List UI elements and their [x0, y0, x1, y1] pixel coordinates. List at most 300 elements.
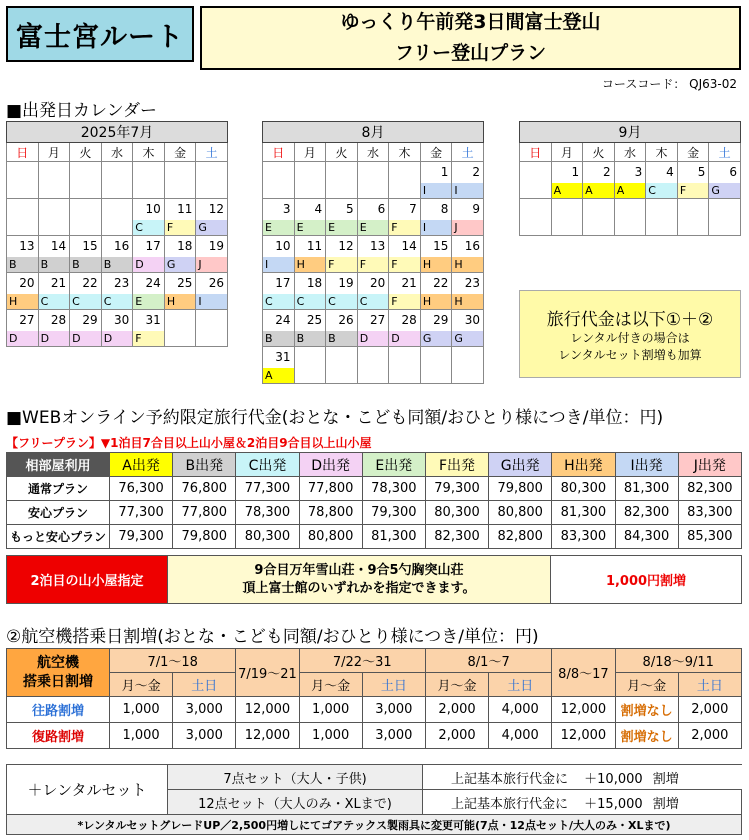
day-number: 4	[666, 165, 674, 179]
calendar-day[interactable]	[70, 310, 102, 347]
day-number: 22	[82, 276, 98, 290]
calendar-day[interactable]	[420, 236, 452, 273]
departure-code: B	[39, 257, 70, 272]
calendar-day[interactable]	[614, 162, 646, 199]
calendar-day[interactable]	[263, 310, 295, 347]
calendar-day[interactable]	[101, 273, 133, 310]
weekday-header: 火	[326, 143, 358, 162]
calendar-day[interactable]	[551, 162, 583, 199]
calendar-empty-cell	[452, 347, 484, 384]
hut-option-table	[6, 555, 742, 604]
departure-code: A	[583, 183, 614, 198]
departure-code: D	[7, 331, 38, 346]
weekday-header: 金	[677, 143, 709, 162]
flight-label-line2: 搭乗日割増	[23, 673, 93, 690]
price-column-header: D出発	[299, 453, 362, 477]
departure-code: F	[133, 331, 164, 346]
calendar-day[interactable]	[263, 199, 295, 236]
calendar-day[interactable]	[709, 162, 741, 199]
rental-item-12-desc-text: 上記基本旅行代金に	[451, 796, 569, 812]
calendar-empty-cell	[101, 162, 133, 199]
flight-label	[7, 649, 110, 697]
day-number: 17	[145, 239, 161, 253]
calendar-day[interactable]	[133, 273, 165, 310]
flight-period: 8/18～9/11	[615, 649, 742, 673]
day-number: 30	[113, 313, 130, 327]
departure-code: G	[452, 331, 483, 346]
departure-code: F	[358, 257, 389, 272]
price-cell: 80,300	[425, 501, 488, 525]
departure-code: D	[39, 331, 70, 346]
calendar-empty-cell	[38, 162, 70, 199]
flight-cell: 4,000	[489, 723, 552, 749]
departure-code: B	[295, 331, 326, 346]
price-column-header: B出発	[173, 453, 236, 477]
price-cell: 78,300	[362, 477, 425, 501]
price-row-label: 通常プラン	[7, 477, 110, 501]
flight-period: 7/19～21	[236, 649, 299, 697]
day-number: 21	[401, 276, 417, 290]
rental-item-12-amount: ＋15,000	[584, 796, 643, 812]
price-cell: 79,800	[173, 525, 236, 549]
calendar-day[interactable]	[196, 236, 228, 273]
day-number: 29	[82, 313, 98, 327]
departure-code: G	[196, 220, 227, 235]
rental-item-7-amount: ＋10,000	[584, 771, 643, 787]
departure-code: E	[358, 220, 389, 235]
price-section-title: ■WEBオンライン予約限定旅行代金(おとな・こども同額/おひとり様につき/単位：円)	[6, 408, 664, 428]
day-number: 26	[338, 313, 354, 327]
calendar-empty-cell	[196, 310, 228, 347]
weekday-header: 金	[164, 143, 196, 162]
calendar-empty-cell	[357, 347, 389, 384]
calendar-empty-cell	[326, 162, 358, 199]
plan-note: 【フリープラン】▼1泊目7合目以上山小屋＆2泊目9合目以上山小屋	[6, 436, 372, 450]
day-number: 31	[145, 313, 161, 327]
calendar-day[interactable]	[452, 162, 484, 199]
calendar-day[interactable]	[196, 199, 228, 236]
flight-cell: 12,000	[552, 697, 615, 723]
price-cell: 79,300	[110, 525, 173, 549]
day-number: 19	[338, 276, 354, 290]
calendar-day[interactable]	[326, 199, 358, 236]
calendar-empty-cell	[164, 310, 196, 347]
day-number: 7	[409, 202, 417, 216]
day-number: 30	[464, 313, 480, 327]
weekday-header: 月	[294, 143, 326, 162]
day-number: 21	[50, 276, 67, 290]
flight-cell: 12,000	[236, 697, 299, 723]
calendar-empty-cell	[709, 199, 741, 236]
day-number: 6	[729, 165, 737, 179]
calendar-empty-cell	[326, 347, 358, 384]
weekday-header: 日	[263, 143, 295, 162]
departure-code: B	[7, 257, 38, 272]
departure-code: E	[133, 294, 164, 309]
departure-code: H	[7, 294, 38, 309]
calendar-empty-cell	[164, 162, 196, 199]
departure-code: C	[70, 294, 101, 309]
tour-title	[200, 6, 741, 70]
flight-label-line1: 航空機	[37, 654, 79, 671]
departure-code: I	[421, 183, 452, 198]
calendar-day[interactable]	[7, 310, 39, 347]
flight-cell: 2,000	[678, 723, 741, 749]
calendar-month-name: 8月	[263, 122, 484, 143]
calendar-day[interactable]	[420, 310, 452, 347]
calendar-empty-cell	[70, 162, 102, 199]
departure-code: I	[196, 294, 227, 309]
price-column-header: H出発	[552, 453, 615, 477]
calendar-empty-cell	[70, 199, 102, 236]
calendar-empty-cell	[7, 199, 39, 236]
calendar-day[interactable]	[38, 273, 70, 310]
day-number: 14	[50, 239, 67, 253]
fee-info-box	[519, 290, 741, 378]
calendar-day[interactable]	[389, 273, 421, 310]
departure-code: H	[421, 257, 452, 272]
flight-cell: 1,000	[110, 723, 173, 749]
price-cell: 80,800	[489, 501, 552, 525]
rental-label: ＋レンタルセット	[7, 765, 168, 815]
calendar-day[interactable]	[357, 273, 389, 310]
price-row-label: 安心プラン	[7, 501, 110, 525]
day-number: 15	[82, 239, 98, 253]
departure-code: I	[452, 183, 483, 198]
day-number: 2	[472, 165, 480, 179]
flight-cell: 割増なし	[615, 723, 678, 749]
departure-code: D	[133, 257, 164, 272]
flight-row-label: 復路割増	[7, 723, 110, 749]
price-cell: 77,800	[299, 477, 362, 501]
calendar-day[interactable]	[7, 236, 39, 273]
calendar-day[interactable]	[389, 310, 421, 347]
day-number: 17	[275, 276, 291, 290]
price-column-header: A出発	[110, 453, 173, 477]
calendar-day[interactable]	[357, 199, 389, 236]
flight-cell: 4,000	[489, 697, 552, 723]
weekday-header: 木	[389, 143, 421, 162]
flight-row-label: 往路割増	[7, 697, 110, 723]
calendar-day[interactable]	[294, 199, 326, 236]
flight-cell: 3,000	[362, 723, 425, 749]
calendar-day[interactable]	[133, 236, 165, 273]
price-cell: 80,300	[552, 477, 615, 501]
flight-cell: 2,000	[425, 723, 488, 749]
departure-code: H	[452, 257, 483, 272]
price-cell: 79,300	[425, 477, 488, 501]
rental-item-7-desc-text: 上記基本旅行代金に	[451, 771, 569, 787]
calendar-day[interactable]	[101, 236, 133, 273]
day-number: 24	[145, 276, 161, 290]
weekday-header: 土	[709, 143, 741, 162]
price-cell: 85,300	[678, 525, 741, 549]
rental-item-7-name: 7点セット（大人・子供)	[168, 765, 423, 790]
rental-item-12-unit: 割増	[652, 796, 679, 812]
weekday-subheader: 月～金	[425, 673, 488, 697]
weekday-header: 土	[452, 143, 484, 162]
tour-title-line1: ゆっくり午前発3日間富士登山	[340, 11, 601, 33]
weekday-header: 月	[551, 143, 583, 162]
price-cell: 77,300	[236, 477, 299, 501]
calendar-day[interactable]	[326, 273, 358, 310]
calendar-month-1	[6, 121, 228, 347]
calendar-section-title: ■出発日カレンダー	[6, 101, 157, 121]
price-cell: 83,300	[678, 501, 741, 525]
calendar-day[interactable]	[196, 273, 228, 310]
day-number: 27	[19, 313, 35, 327]
calendar-day[interactable]	[133, 310, 165, 347]
departure-code: C	[133, 220, 164, 235]
day-number: 31	[275, 350, 291, 364]
calendar-day[interactable]	[263, 236, 295, 273]
day-number: 5	[346, 202, 354, 216]
price-cell: 82,800	[489, 525, 552, 549]
weekday-header: 木	[133, 143, 165, 162]
calendar-empty-cell	[101, 199, 133, 236]
route-title: 富士宮ルート	[6, 6, 194, 62]
price-cell: 77,300	[110, 501, 173, 525]
departure-code: F	[678, 183, 709, 198]
fee-info-line3: レンタルセット割増も加算	[558, 348, 702, 362]
price-cell: 76,300	[110, 477, 173, 501]
price-cell: 78,300	[236, 501, 299, 525]
calendar-empty-cell	[551, 199, 583, 236]
flight-cell: 3,000	[362, 697, 425, 723]
calendar-day[interactable]	[164, 236, 196, 273]
price-row-label: もっと安心プラン	[7, 525, 110, 549]
hut-option-desc-line2: 頂上富士館のいずれかを指定できます。	[242, 580, 476, 596]
departure-code: F	[165, 220, 196, 235]
flight-period: 8/8～17	[552, 649, 615, 697]
departure-code: D	[358, 331, 389, 346]
departure-code: D	[102, 331, 133, 346]
weekday-header: 水	[614, 143, 646, 162]
price-table	[6, 452, 742, 549]
rental-item-7-unit: 割増	[652, 771, 679, 787]
day-number: 2	[603, 165, 611, 179]
price-column-header: F出発	[425, 453, 488, 477]
day-number: 29	[433, 313, 449, 327]
calendar-day[interactable]	[164, 199, 196, 236]
rental-footnote: *レンタルセットグレードUP／2,500円増しにてゴアテックス製雨具に変更可能(7点・12点セット/大人のみ・XLまで)	[7, 815, 742, 835]
calendar-empty-cell	[389, 347, 421, 384]
rental-item-12-name: 12点セット（大人のみ・XLまで)	[168, 790, 423, 815]
price-cell: 83,300	[552, 525, 615, 549]
weekend-subheader: 土日	[489, 673, 552, 697]
flight-cell: 12,000	[236, 723, 299, 749]
day-number: 1	[440, 165, 449, 179]
flight-cell: 割増なし	[615, 697, 678, 723]
day-number: 11	[177, 202, 193, 216]
calendar-empty-cell	[520, 162, 552, 199]
departure-code: F	[389, 294, 420, 309]
calendar-day[interactable]	[326, 236, 358, 273]
day-number: 14	[401, 239, 417, 253]
calendar-day[interactable]	[70, 236, 102, 273]
departure-code: B	[102, 257, 133, 272]
departure-code: C	[263, 294, 294, 309]
day-number: 15	[433, 239, 449, 253]
flight-cell: 12,000	[552, 723, 615, 749]
day-number: 22	[433, 276, 449, 290]
price-cell: 79,300	[362, 501, 425, 525]
calendar-day[interactable]	[357, 310, 389, 347]
price-cell: 77,800	[173, 501, 236, 525]
calendar-empty-cell	[38, 199, 70, 236]
weekday-subheader: 月～金	[110, 673, 173, 697]
departure-code: J	[196, 257, 227, 272]
day-number: 24	[275, 313, 291, 327]
calendar-day[interactable]	[452, 199, 484, 236]
calendar-day[interactable]	[294, 310, 326, 347]
flight-period: 7/22～31	[299, 649, 425, 673]
calendar-day[interactable]	[70, 273, 102, 310]
day-number: 5	[697, 165, 706, 179]
calendar-day[interactable]	[38, 310, 70, 347]
departure-code: I	[421, 220, 452, 235]
calendar-day[interactable]	[7, 273, 39, 310]
day-number: 23	[113, 276, 130, 290]
calendar-day[interactable]	[420, 199, 452, 236]
calendar-empty-cell	[614, 199, 646, 236]
flight-cell: 2,000	[425, 697, 488, 723]
day-number: 3	[282, 202, 291, 216]
weekend-subheader: 土日	[173, 673, 236, 697]
fee-info-line1: 旅行代金は以下①＋②	[546, 310, 714, 330]
day-number: 18	[177, 239, 193, 253]
price-cell: 82,300	[678, 477, 741, 501]
flight-cell: 1,000	[110, 697, 173, 723]
calendar-day[interactable]	[452, 236, 484, 273]
departure-code: G	[165, 257, 196, 272]
weekday-header: 火	[583, 143, 615, 162]
calendar-empty-cell	[294, 347, 326, 384]
day-number: 3	[634, 165, 643, 179]
day-number: 10	[145, 202, 161, 216]
departure-code: C	[358, 294, 389, 309]
departure-code: H	[421, 294, 452, 309]
departure-code: F	[389, 220, 420, 235]
departure-code: A	[552, 183, 583, 198]
calendar-day[interactable]	[38, 236, 70, 273]
departure-code: D	[70, 331, 101, 346]
departure-code: F	[389, 257, 420, 272]
calendar-month-name: 2025年7月	[7, 122, 228, 143]
departure-code: A	[263, 368, 294, 383]
price-column-header: E出発	[362, 453, 425, 477]
day-number: 12	[338, 239, 354, 253]
calendar-day[interactable]	[263, 273, 295, 310]
departure-code: B	[326, 331, 357, 346]
departure-code: E	[263, 220, 294, 235]
weekday-header: 木	[646, 143, 678, 162]
departure-code: I	[263, 257, 294, 272]
departure-code: H	[295, 257, 326, 272]
day-number: 26	[208, 276, 224, 290]
day-number: 16	[464, 239, 480, 253]
day-number: 20	[369, 276, 386, 290]
calendar-empty-cell	[583, 199, 615, 236]
calendar-month-name: 9月	[520, 122, 741, 143]
hut-option-surcharge: 1,000円割増	[551, 556, 742, 604]
calendar-month-3	[519, 121, 741, 236]
calendar-day[interactable]	[389, 236, 421, 273]
day-number: 11	[306, 239, 323, 253]
calendar-day[interactable]	[452, 310, 484, 347]
calendar-empty-cell	[294, 162, 326, 199]
day-number: 27	[369, 313, 386, 327]
calendar-day[interactable]	[677, 162, 709, 199]
day-number: 28	[50, 313, 67, 327]
calendar-day[interactable]	[294, 273, 326, 310]
departure-code: J	[452, 220, 483, 235]
calendar-month-2	[262, 121, 484, 384]
day-number: 28	[401, 313, 417, 327]
calendar-empty-cell	[263, 162, 295, 199]
weekday-header: 日	[520, 143, 552, 162]
calendar-day[interactable]	[164, 273, 196, 310]
departure-code: B	[70, 257, 101, 272]
calendar-day[interactable]	[583, 162, 615, 199]
tour-title-line2: フリー登山プラン	[394, 42, 547, 64]
departure-code: A	[615, 183, 646, 198]
price-column-header: C出発	[236, 453, 299, 477]
calendar-day[interactable]	[326, 310, 358, 347]
calendar-empty-cell	[196, 162, 228, 199]
calendar-day[interactable]	[357, 236, 389, 273]
departure-code: C	[295, 294, 326, 309]
calendar-day[interactable]	[420, 162, 452, 199]
calendar-day[interactable]	[452, 273, 484, 310]
price-cell: 81,300	[552, 501, 615, 525]
departure-code: H	[452, 294, 483, 309]
calendar-empty-cell	[520, 199, 552, 236]
departure-code: G	[421, 331, 452, 346]
day-number: 6	[377, 202, 386, 216]
weekday-subheader: 月～金	[299, 673, 362, 697]
calendar-day[interactable]	[263, 347, 295, 384]
departure-code: D	[389, 331, 420, 346]
calendar-day[interactable]	[101, 310, 133, 347]
flight-cell: 1,000	[299, 723, 362, 749]
price-column-header: I出発	[615, 453, 678, 477]
weekday-header: 土	[196, 143, 228, 162]
departure-code: E	[326, 220, 357, 235]
day-number: 10	[275, 239, 291, 253]
weekday-header: 金	[420, 143, 452, 162]
course-code: コースコード： QJ63-02	[601, 77, 737, 91]
rental-item-12-desc	[423, 790, 742, 815]
price-cell: 80,800	[299, 525, 362, 549]
day-number: 13	[19, 239, 35, 253]
price-column-header: G出発	[489, 453, 552, 477]
flight-cell: 3,000	[173, 697, 236, 723]
calendar-day[interactable]	[646, 162, 678, 199]
calendar-day[interactable]	[294, 236, 326, 273]
calendar-day[interactable]	[420, 273, 452, 310]
calendar-empty-cell	[133, 162, 165, 199]
calendar-day[interactable]	[133, 199, 165, 236]
price-cell: 82,300	[425, 525, 488, 549]
fee-info-line2: レンタル付きの場合は	[570, 331, 690, 345]
flight-cell: 2,000	[678, 697, 741, 723]
departure-code: E	[295, 220, 326, 235]
flight-cell: 1,000	[299, 697, 362, 723]
calendar-empty-cell	[357, 162, 389, 199]
calendar-day[interactable]	[389, 199, 421, 236]
price-cell: 80,300	[236, 525, 299, 549]
